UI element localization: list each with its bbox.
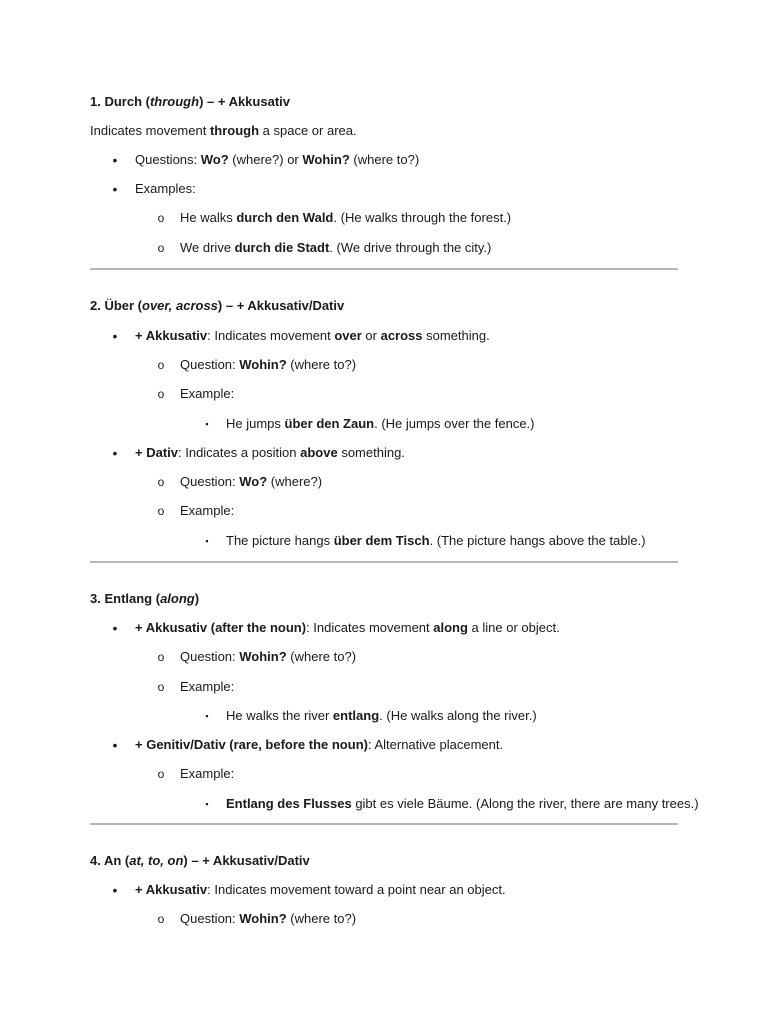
bullet-marker: o	[157, 680, 165, 694]
bullet-marker: ▪	[205, 799, 209, 809]
section-1-heading: 1. Durch (through) – + Akkusativ	[90, 94, 290, 109]
section-1-example-2: We drive durch die Stadt. (We drive through the city.)	[180, 240, 492, 255]
section-1-example-1: He walks durch den Wald. (He walks through the forest.)	[180, 210, 512, 225]
section-3-genitiv-example-label: Example:	[180, 766, 235, 781]
section-4-akkusativ: + Akkusativ: Indicates movement toward a point near an object.	[135, 882, 506, 897]
bullet-marker: •	[112, 445, 118, 461]
section-divider	[90, 823, 678, 825]
bullet-marker: ▪	[205, 711, 209, 721]
bullet-marker: o	[157, 211, 165, 225]
section-2-dativ: + Dativ: Indicates a position above something.	[135, 445, 405, 460]
bullet-marker: o	[157, 650, 165, 664]
section-2-akkusativ-question: Question: Wohin? (where to?)	[180, 357, 357, 372]
bullet-marker: •	[112, 152, 118, 168]
section-2-akkusativ-example: He jumps über den Zaun. (He jumps over the fence.)	[226, 416, 535, 431]
bullet-marker: o	[157, 475, 165, 489]
bullet-marker: o	[157, 504, 165, 518]
section-3-akkusativ-example: He walks the river entlang. (He walks along the river.)	[226, 708, 537, 723]
section-1-examples-label: Examples:	[135, 181, 196, 196]
section-3-heading: 3. Entlang (along)	[90, 591, 200, 606]
bullet-marker: o	[157, 358, 165, 372]
bullet-marker: o	[157, 241, 165, 255]
bullet-marker: •	[112, 328, 118, 344]
section-4-heading: 4. An (at, to, on) – + Akkusativ/Dativ	[90, 853, 310, 868]
section-3-akkusativ-question: Question: Wohin? (where to?)	[180, 649, 357, 664]
section-3-genitiv: + Genitiv/Dativ (rare, before the noun): Alternative placement.	[135, 737, 504, 752]
bullet-marker: ▪	[205, 536, 209, 546]
section-divider	[90, 268, 678, 270]
section-divider	[90, 561, 678, 563]
bullet-marker: •	[112, 737, 118, 753]
section-3-akkusativ-example-label: Example:	[180, 679, 235, 694]
section-2-akkusativ-example-label: Example:	[180, 386, 235, 401]
section-2-dativ-question: Question: Wo? (where?)	[180, 474, 323, 489]
bullet-marker: •	[112, 882, 118, 898]
section-4-akkusativ-question: Question: Wohin? (where to?)	[180, 911, 357, 926]
section-2-dativ-example-label: Example:	[180, 503, 235, 518]
section-1-intro: Indicates movement through a space or area.	[90, 123, 357, 138]
bullet-marker: •	[112, 620, 118, 636]
section-2-dativ-example: The picture hangs über dem Tisch. (The picture hangs above the table.)	[226, 533, 646, 548]
section-3-akkusativ: + Akkusativ (after the noun): Indicates movement along a line or object.	[135, 620, 560, 635]
section-2-akkusativ: + Akkusativ: Indicates movement over or across something.	[135, 328, 490, 343]
bullet-marker: o	[157, 387, 165, 401]
bullet-marker: •	[112, 181, 118, 197]
section-3-genitiv-example: Entlang des Flusses gibt es viele Bäume. (Along the river, there are many trees.)	[226, 796, 699, 811]
bullet-marker: ▪	[205, 419, 209, 429]
bullet-marker: o	[157, 912, 165, 926]
section-1-questions: Questions: Wo? (where?) or Wohin? (where to?)	[135, 152, 420, 167]
section-2-heading: 2. Über (over, across) – + Akkusativ/Dativ	[90, 298, 345, 313]
bullet-marker: o	[157, 767, 165, 781]
